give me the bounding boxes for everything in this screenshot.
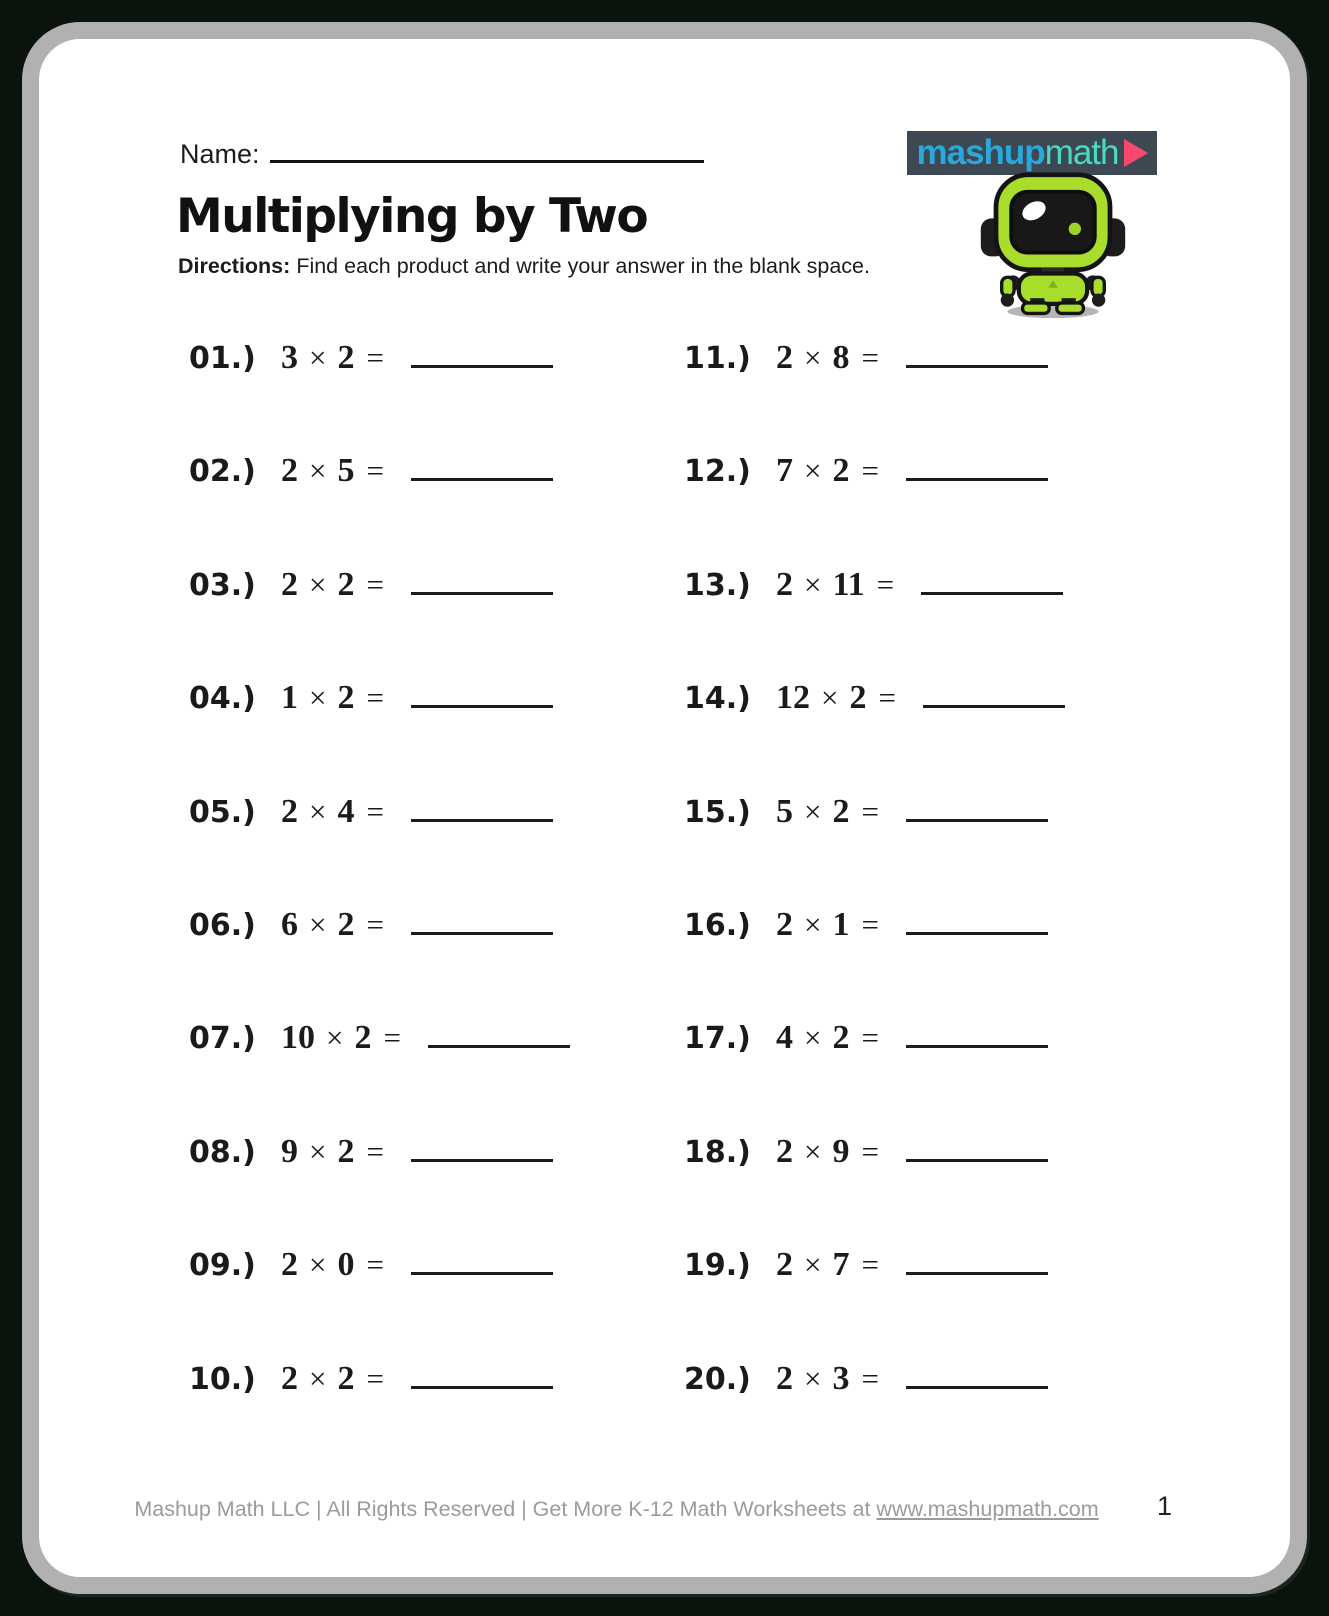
operand-a: 2 — [281, 452, 298, 490]
problem-number: 11.) — [684, 341, 751, 376]
problem-row — [684, 679, 1179, 792]
logo-text-math: math — [1044, 133, 1119, 172]
name-blank-line[interactable] — [270, 157, 704, 163]
problem-number: 04.) — [189, 681, 256, 717]
answer-blank[interactable] — [921, 589, 1063, 595]
multiplication-sign: × — [821, 680, 839, 716]
operand-b: 8 — [832, 339, 850, 376]
operand-b: 1 — [832, 905, 850, 943]
multiplication-sign: × — [309, 1133, 327, 1169]
problem-number: 03.) — [189, 567, 256, 603]
problem-number: 02.) — [189, 454, 256, 490]
answer-blank[interactable] — [906, 1269, 1048, 1275]
problem-number: 17.) — [684, 1021, 751, 1057]
answer-blank[interactable] — [411, 589, 553, 595]
operand-b: 7 — [832, 1246, 850, 1284]
operand-a: 2 — [281, 1246, 298, 1284]
operand-b: 2 — [337, 1132, 355, 1170]
operand-a: 2 — [776, 1359, 793, 1397]
page-number: 1 — [1157, 1491, 1173, 1521]
operand-a: 7 — [776, 452, 793, 490]
equals-sign: = — [878, 680, 896, 716]
problem-row — [189, 1360, 684, 1473]
multiplication-sign: × — [804, 1020, 822, 1056]
operand-b: 5 — [337, 452, 355, 490]
equals-sign: = — [876, 566, 895, 602]
equals-sign: = — [861, 1133, 879, 1169]
multiplication-sign: × — [309, 340, 327, 375]
multiplication-sign: × — [804, 453, 822, 489]
answer-blank[interactable] — [906, 816, 1048, 822]
operand-b: 2 — [337, 905, 355, 943]
problem-number: 18.) — [684, 1134, 751, 1170]
footer — [89, 1497, 1144, 1522]
problem-row — [189, 1019, 684, 1132]
multiplication-sign: × — [804, 906, 822, 942]
operand-b: 2 — [832, 1019, 850, 1057]
equals-sign: = — [861, 1247, 879, 1283]
problem-number: 06.) — [189, 907, 256, 943]
multiplication-sign: × — [804, 1133, 822, 1169]
operand-b: 2 — [354, 1019, 372, 1057]
problem-number: 10.) — [189, 1361, 256, 1397]
equals-sign: = — [366, 1360, 384, 1396]
directions-label: Directions: — [178, 254, 291, 278]
problem-number: 12.) — [684, 454, 751, 490]
operand-a: 2 — [776, 565, 793, 603]
multiplication-sign: × — [309, 566, 327, 602]
problem-row — [684, 452, 1179, 565]
answer-blank[interactable] — [906, 1042, 1048, 1048]
name-row — [180, 139, 704, 170]
logo-text-mashup: mashup — [916, 133, 1045, 172]
answer-blank[interactable] — [906, 362, 1048, 368]
problem-row — [189, 679, 684, 792]
equals-sign: = — [366, 1247, 384, 1283]
problem-row — [684, 1246, 1179, 1359]
footer-link[interactable]: www.mashupmath.com — [876, 1497, 1099, 1521]
multiplication-sign: × — [804, 1247, 822, 1283]
robot-mascot-icon — [977, 169, 1129, 321]
equals-sign: = — [366, 453, 384, 489]
problem-row — [684, 1360, 1179, 1473]
operand-a: 2 — [776, 905, 793, 943]
problem-number: 15.) — [684, 794, 751, 830]
problem-number: 09.) — [189, 1248, 256, 1284]
problem-number: 01.) — [189, 341, 256, 376]
problem-number: 16.) — [684, 907, 751, 943]
operand-a: 2 — [281, 792, 298, 830]
equals-sign: = — [366, 1133, 384, 1169]
multiplication-sign: × — [309, 793, 327, 829]
operand-b: 2 — [849, 679, 867, 717]
problem-number: 20.) — [684, 1361, 751, 1397]
multiplication-sign: × — [804, 1360, 822, 1396]
operand-a: 1 — [281, 679, 298, 717]
directions — [178, 254, 870, 279]
problems-grid — [189, 339, 1179, 1473]
problem-number: 05.) — [189, 794, 256, 830]
page-title: Multiplying by Two — [176, 189, 648, 244]
operand-b: 2 — [337, 1359, 355, 1397]
directions-text: Find each product and write your answer in the blank space. — [296, 254, 870, 278]
operand-a: 2 — [776, 1246, 793, 1284]
problem-row — [189, 566, 684, 679]
problem-number: 08.) — [189, 1134, 256, 1170]
problem-row — [684, 339, 1179, 452]
problem-row — [684, 566, 1179, 679]
problem-row — [684, 1019, 1179, 1132]
answer-blank[interactable] — [411, 362, 553, 368]
answer-blank[interactable] — [906, 475, 1048, 481]
operand-a: 10 — [281, 1019, 315, 1057]
equals-sign: = — [366, 340, 384, 375]
answer-blank[interactable] — [923, 702, 1065, 708]
answer-blank[interactable] — [411, 702, 553, 708]
operand-a: 2 — [281, 565, 298, 603]
problem-row — [684, 906, 1179, 1019]
answer-blank[interactable] — [428, 1042, 570, 1048]
equals-sign: = — [861, 906, 879, 942]
operand-b: 2 — [337, 565, 355, 603]
play-triangle-icon — [1124, 139, 1148, 167]
operand-a: 6 — [281, 905, 298, 943]
operand-b: 9 — [832, 1132, 850, 1170]
operand-a: 3 — [281, 339, 298, 376]
equals-sign: = — [366, 566, 384, 602]
operand-a: 2 — [776, 339, 793, 376]
multiplication-sign: × — [804, 340, 822, 375]
operand-b: 2 — [832, 452, 850, 490]
operand-a: 5 — [776, 792, 793, 830]
operand-a: 2 — [776, 1132, 793, 1170]
worksheet-page — [22, 22, 1307, 1594]
equals-sign: = — [366, 906, 384, 942]
name-label: Name: — [180, 139, 260, 169]
operand-a: 4 — [776, 1019, 793, 1057]
equals-sign: = — [383, 1020, 401, 1056]
problem-row — [189, 1246, 684, 1359]
multiplication-sign: × — [804, 793, 822, 829]
equals-sign: = — [861, 1020, 879, 1056]
problem-row — [189, 339, 684, 452]
operand-b: 3 — [832, 1359, 850, 1397]
answer-blank[interactable] — [906, 1156, 1048, 1162]
equals-sign: = — [861, 1360, 879, 1396]
equals-sign: = — [366, 793, 384, 829]
problem-number: 19.) — [684, 1248, 751, 1284]
multiplication-sign: × — [309, 1360, 327, 1396]
operand-b: 2 — [337, 679, 355, 717]
answer-blank[interactable] — [411, 475, 553, 481]
problem-number: 13.) — [684, 567, 751, 603]
problem-row — [684, 793, 1179, 906]
problem-number: 14.) — [684, 681, 751, 717]
answer-blank[interactable] — [411, 929, 553, 935]
answer-blank[interactable] — [906, 1383, 1048, 1389]
operand-b: 0 — [337, 1246, 355, 1284]
multiplication-sign: × — [804, 566, 822, 602]
operand-b: 2 — [832, 792, 850, 830]
answer-blank[interactable] — [906, 929, 1048, 935]
equals-sign: = — [861, 340, 879, 375]
problem-row — [189, 452, 684, 565]
multiplication-sign: × — [309, 453, 327, 489]
equals-sign: = — [861, 453, 879, 489]
operand-b: 4 — [337, 792, 355, 830]
operand-b: 2 — [337, 339, 355, 376]
equals-sign: = — [861, 793, 879, 829]
problem-row — [189, 793, 684, 906]
answer-blank[interactable] — [411, 816, 553, 822]
multiplication-sign: × — [309, 906, 327, 942]
operand-a: 9 — [281, 1132, 298, 1170]
equals-sign: = — [366, 680, 384, 716]
footer-text: Mashup Math LLC | All Rights Reserved | Get More K-12 Math Worksheets at — [134, 1497, 877, 1521]
problem-row — [684, 1133, 1179, 1246]
multiplication-sign: × — [309, 1247, 327, 1283]
operand-a: 2 — [281, 1359, 298, 1397]
problem-row — [189, 906, 684, 1019]
problem-number: 07.) — [189, 1021, 256, 1057]
answer-blank[interactable] — [411, 1269, 553, 1275]
answer-blank[interactable] — [411, 1156, 553, 1162]
multiplication-sign: × — [309, 680, 327, 716]
problem-row — [189, 1133, 684, 1246]
operand-a: 12 — [776, 679, 810, 717]
answer-blank[interactable] — [411, 1383, 553, 1389]
operand-b: 11 — [832, 565, 865, 603]
multiplication-sign: × — [326, 1020, 344, 1056]
